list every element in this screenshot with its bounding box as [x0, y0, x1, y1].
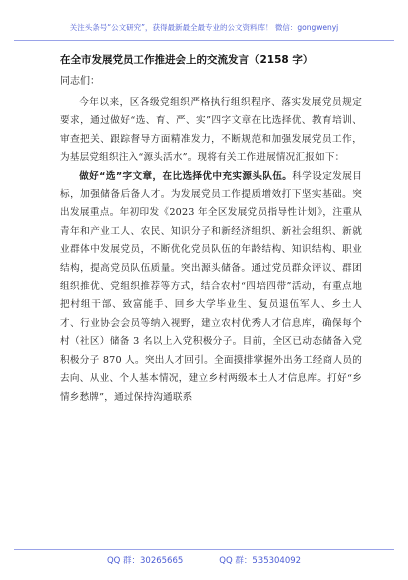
salutation: 同志们：: [60, 76, 100, 87]
footer-qq-1: QQ 群：30265665: [106, 556, 184, 566]
header-banner: [14, 14, 394, 41]
section1-paragraph: [60, 168, 362, 407]
document-body: [60, 52, 362, 544]
intro-paragraph: 今年以来，区各级党组织严格执行组织程序、落实发展党员规定要求，通过做好“选、育、严、实”四字文章在比选择优、教育培训、审查把关、跟踪督导方面精准发力，不断规范和加强发展党员工作，为基层党组织注入“源头活水”。现将有关工作进展情况汇报如下：: [60, 97, 362, 164]
section1-lead: 做好“选”字文章，在比选择优中充实源头队伍。: [79, 170, 293, 182]
header-notice: 关注头条号“公文研究”，获得最新最全最专业的公文资料库！ 微信：gongwenyj: [69, 22, 339, 32]
document-title: 在全市发展党员工作推进会上的交流发言（2158 字）: [60, 54, 314, 66]
section1-body: 科学设定发展目标，加强储备后备人才。为发展党员工作提质增效打下坚实基础。突出发展重点。年初印发《2023 年全区发展党员指导性计划》，注重从青年和产业工人、农民、知识分子和新经济组织、新社会组织、新就业群体中发展党员，不断优化党员队伍的年龄结构、知识结构、职业结构，提高党员队伍质量。突出源头储备。通过党员群众评议、群团组织推优、党组织推荐等方式，结合农村“四培四带”活动，有重点地把村组干部、致富能手、回乡大学毕业生、复员退伍军人、乡土人才、行业协会会员等纳入视野，建立农村优秀人才信息库，确保每个村（社区）储备 3 名以上入党积极分子。目前，全区已动态储备入党积极分子 870 人。突出人才回引。全面摸排掌握外出务工经商人员的去向、从业、个人基本情况，建立乡村两级本土人才信息库。打好“乡情乡愁牌”，通过保持沟通联系: [60, 170, 363, 403]
footer-qq-2: QQ 群：535304092: [219, 556, 302, 566]
footer-banner: [14, 549, 394, 570]
